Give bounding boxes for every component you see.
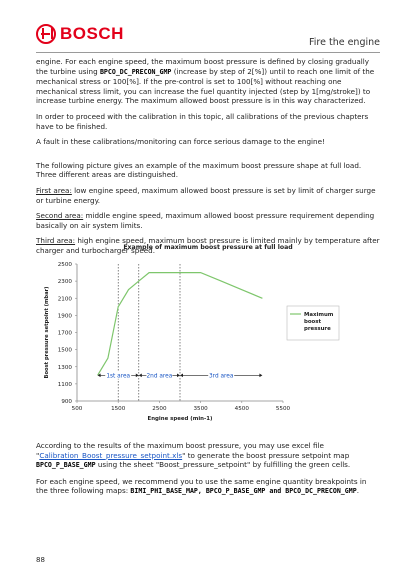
area-arrow-head-right [259, 374, 262, 378]
warning-paragraph: A fault in these calibrations/monitoring can force serious damage to the engine! [36, 137, 325, 147]
bosch-logo [36, 24, 124, 44]
area-1-paragraph [36, 186, 380, 205]
y-tick-label: 2300 [57, 279, 72, 286]
body-text-after [36, 441, 380, 503]
area-arrow-head-right [177, 374, 180, 378]
text: . [356, 486, 359, 496]
area-2-paragraph [36, 211, 380, 230]
excel-file-link[interactable]: Calibration_Boost_pressure_setpoint.xls [39, 450, 183, 460]
x-tick-label: 500 [71, 406, 83, 412]
y-tick-label: 1300 [57, 364, 72, 371]
y-tick-label: 1700 [57, 330, 72, 337]
code-name: BPCO_DC_PRECON_GMP [99, 67, 172, 76]
section-title: Fire the engine [309, 37, 380, 48]
area-arrow-head-left [180, 374, 183, 378]
page-header [0, 0, 416, 56]
text: (increase by step of 2[%]) until to reach one limit of the mechanical stress or 100[%]. If the pre-control is set to 100[%] without reaching one mechanical stress limit, you can increase the fuel quantity injected (step by 1[mg/stroke]) to increase turbine energy. The maximum allowed boost pressure is in this way characterized. [36, 66, 375, 106]
area-label: 1st area [106, 373, 131, 380]
area-arrow-head-left [139, 374, 142, 378]
legend-label: boost [304, 319, 322, 325]
text: For each engine speed, we recommend you to use the same engine quantity breakpoints in the three following maps: [36, 476, 367, 496]
y-tick-label: 1900 [57, 313, 72, 320]
brand-name: BOSCH [60, 24, 124, 43]
text: According to the results of the maximum boost pressure, you may use excel file " [36, 441, 324, 460]
paragraph-after-2 [36, 477, 380, 497]
legend-label: pressure [304, 326, 331, 332]
code-name: BIMI_PHI_BASE_MAP, BPCO_P_BASE_GMP and BPCO_DC_PRECON_GMP [130, 487, 357, 496]
y-tick-label: 900 [61, 399, 72, 405]
area-text: high engine speed, maximum boost pressure is limited mainly by temperature after charger and turbocharger speed. [36, 236, 380, 255]
paragraph-1 [36, 57, 380, 106]
text: engine. For each engine speed, the maximum boost pressure is defined by closing gradually the turbine using [36, 57, 370, 76]
area-text: low engine speed, maximum allowed boost pressure is set by limit of charger surge or turbine energy. [36, 185, 376, 205]
y-axis-label: Boost pressure setpoint (mbar) [44, 286, 50, 379]
y-tick-label: 2100 [57, 296, 72, 303]
x-tick-label: 5500 [275, 406, 291, 412]
code-name: BPCO_P_BASE_GMP [36, 461, 96, 470]
y-tick-label: 2500 [57, 262, 72, 268]
boost-pressure-chart [36, 244, 380, 424]
x-axis-label: Engine speed (min-1) [147, 416, 213, 422]
area-arrow-head-right [136, 374, 139, 378]
area-label: Second area: [36, 211, 84, 221]
chart-title: Example of maximum boost pressure at full load [123, 244, 293, 251]
area-text: middle engine speed, maximum allowed boost pressure requirement depending basically on air system limits. [36, 211, 375, 230]
bosch-armature-icon [36, 24, 56, 44]
x-tick-label: 2500 [152, 406, 167, 412]
y-tick-label: 1100 [57, 381, 72, 388]
x-tick-label: 3500 [193, 406, 208, 412]
x-tick-label: 1500 [111, 406, 126, 412]
paragraph-4: The following picture gives an example of the maximum boost pressure shape at full load. Three different areas are distinguished. [36, 160, 362, 180]
text: " to generate the boost pressure setpoint map [182, 450, 350, 460]
x-tick-label: 4500 [234, 406, 249, 412]
legend-label: Maximum [304, 312, 334, 318]
header-rule [36, 52, 380, 53]
paragraph-2: In order to proceed with the calibration in this topic, all calibrations of the previous chapters have to be finished. [36, 111, 369, 131]
body-text [36, 57, 380, 262]
area-label: 3rd area [208, 373, 234, 380]
text: using the sheet "Boost_pressure_setpoint" by fulfilling the green cells. [95, 460, 351, 470]
chart-svg [36, 244, 380, 424]
page-number: 88 [36, 556, 45, 564]
paragraph-after-1 [36, 441, 380, 471]
area-label: Third area: [36, 236, 76, 246]
area-label: First area: [36, 185, 72, 195]
area-label: 2nd area [146, 373, 173, 380]
y-tick-label: 1500 [57, 347, 72, 354]
